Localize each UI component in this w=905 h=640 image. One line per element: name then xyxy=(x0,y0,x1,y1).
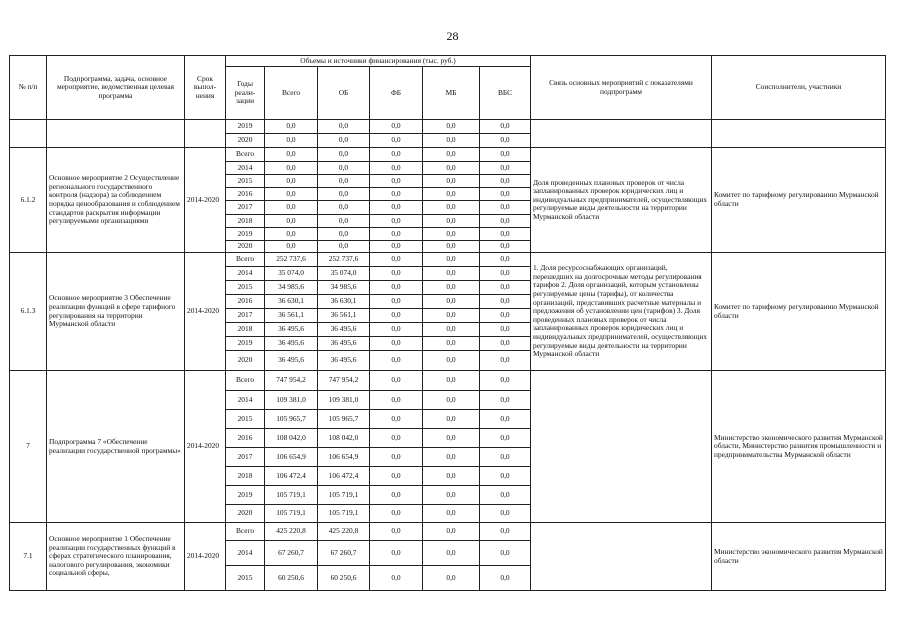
execution-period: 2014-2020 xyxy=(185,523,226,591)
vbs-cell: 0,0 xyxy=(480,188,531,201)
program-name: Основное мероприятие 3 Обеспечение реализации функций в сфере тарифного регулирования на территории Мурманской области xyxy=(47,253,185,371)
vbs-cell: 0,0 xyxy=(480,351,531,371)
coexecutors: Комитет по тарифному регулированию Мурманской области xyxy=(712,148,886,253)
ob-cell: 105 965,7 xyxy=(318,410,370,429)
vbs-cell: 0,0 xyxy=(480,134,531,148)
fb-cell: 0,0 xyxy=(370,410,423,429)
table-row xyxy=(10,120,886,134)
header-coexec: Соисполнители, участники xyxy=(712,56,886,120)
ob-cell: 0,0 xyxy=(318,215,370,228)
total-cell: 0,0 xyxy=(265,148,318,162)
num-cell xyxy=(10,120,47,148)
mb-cell: 0,0 xyxy=(423,120,480,134)
year-cell: Всего xyxy=(226,523,265,541)
year-cell: 2016 xyxy=(226,429,265,448)
mb-cell: 0,0 xyxy=(423,241,480,253)
header-link: Связь основных мероприятий с показателями подпрограмм xyxy=(531,56,712,120)
mb-cell: 0,0 xyxy=(423,410,480,429)
fb-cell: 0,0 xyxy=(370,448,423,467)
program-name: Основное мероприятие 1 Обеспечение реализации государственных функций в сферах стратегического планирования, налогового регулирования, экономики социальной сферы, xyxy=(47,523,185,591)
header-financing: Объемы и источники финансирования (тыс. руб.) xyxy=(226,56,531,67)
mb-cell: 0,0 xyxy=(423,486,480,505)
ob-cell: 67 260,7 xyxy=(318,541,370,566)
total-cell: 60 250,6 xyxy=(265,566,318,591)
year-cell: 2016 xyxy=(226,188,265,201)
fb-cell: 0,0 xyxy=(370,309,423,323)
vbs-cell: 0,0 xyxy=(480,410,531,429)
vbs-cell: 0,0 xyxy=(480,228,531,241)
vbs-cell: 0,0 xyxy=(480,281,531,295)
link-cell xyxy=(531,120,712,148)
fb-cell: 0,0 xyxy=(370,486,423,505)
total-cell: 0,0 xyxy=(265,120,318,134)
ob-cell: 0,0 xyxy=(318,188,370,201)
year-cell: 2014 xyxy=(226,267,265,281)
vbs-cell: 0,0 xyxy=(480,467,531,486)
fb-cell: 0,0 xyxy=(370,120,423,134)
mb-cell: 0,0 xyxy=(423,162,480,175)
mb-cell: 0,0 xyxy=(423,253,480,267)
mb-cell: 0,0 xyxy=(423,523,480,541)
mb-cell: 0,0 xyxy=(423,175,480,188)
execution-period: 2014-2020 xyxy=(185,148,226,253)
mb-cell: 0,0 xyxy=(423,228,480,241)
header-years: Годы реали-зации xyxy=(226,67,265,120)
year-cell: 2020 xyxy=(226,134,265,148)
year-cell: 2019 xyxy=(226,486,265,505)
vbs-cell: 0,0 xyxy=(480,371,531,391)
ob-cell: 36 561,1 xyxy=(318,309,370,323)
total-cell: 36 495,6 xyxy=(265,351,318,371)
vbs-cell: 0,0 xyxy=(480,267,531,281)
header-name: Подпрограмма, задача, основное мероприятие, ведомственная целевая программа xyxy=(47,56,185,120)
vbs-cell: 0,0 xyxy=(480,253,531,267)
fb-cell: 0,0 xyxy=(370,566,423,591)
mb-cell: 0,0 xyxy=(423,371,480,391)
year-cell: 2014 xyxy=(226,541,265,566)
vbs-cell: 0,0 xyxy=(480,523,531,541)
coexecutors: Министерство экономического развития Мурманской области, Министерство развития промышленности и предпринимательства Мурманской области xyxy=(712,371,886,523)
ob-cell: 34 985,6 xyxy=(318,281,370,295)
year-cell: 2020 xyxy=(226,351,265,371)
vbs-cell: 0,0 xyxy=(480,337,531,351)
ob-cell: 0,0 xyxy=(318,134,370,148)
year-cell: 2018 xyxy=(226,215,265,228)
fb-cell: 0,0 xyxy=(370,175,423,188)
total-cell: 109 381,0 xyxy=(265,391,318,410)
ob-cell: 108 042,0 xyxy=(318,429,370,448)
fb-cell: 0,0 xyxy=(370,162,423,175)
total-cell: 0,0 xyxy=(265,188,318,201)
ob-cell: 36 495,6 xyxy=(318,351,370,371)
indicator-link xyxy=(531,371,712,523)
vbs-cell: 0,0 xyxy=(480,323,531,337)
period-cell xyxy=(185,120,226,148)
table-row xyxy=(10,523,886,541)
ob-cell: 0,0 xyxy=(318,162,370,175)
row-number: 6.1.2 xyxy=(10,148,47,253)
total-cell: 67 260,7 xyxy=(265,541,318,566)
header-fb: ФБ xyxy=(370,67,423,120)
ob-cell: 252 737,6 xyxy=(318,253,370,267)
total-cell: 34 985,6 xyxy=(265,281,318,295)
mb-cell: 0,0 xyxy=(423,429,480,448)
vbs-cell: 0,0 xyxy=(480,505,531,523)
mb-cell: 0,0 xyxy=(423,188,480,201)
header-total: Всего xyxy=(265,67,318,120)
ob-cell: 0,0 xyxy=(318,120,370,134)
year-cell: 2014 xyxy=(226,391,265,410)
vbs-cell: 0,0 xyxy=(480,148,531,162)
year-cell: 2017 xyxy=(226,309,265,323)
year-cell: 2019 xyxy=(226,228,265,241)
fb-cell: 0,0 xyxy=(370,351,423,371)
mb-cell: 0,0 xyxy=(423,391,480,410)
ob-cell: 35 074,0 xyxy=(318,267,370,281)
mb-cell: 0,0 xyxy=(423,267,480,281)
ob-cell: 36 495,6 xyxy=(318,337,370,351)
total-cell: 425 220,8 xyxy=(265,523,318,541)
year-cell: 2017 xyxy=(226,448,265,467)
ob-cell: 105 719,1 xyxy=(318,486,370,505)
ob-cell: 0,0 xyxy=(318,241,370,253)
total-cell: 252 737,6 xyxy=(265,253,318,267)
fb-cell: 0,0 xyxy=(370,391,423,410)
total-cell: 36 561,1 xyxy=(265,309,318,323)
mb-cell: 0,0 xyxy=(423,134,480,148)
mb-cell: 0,0 xyxy=(423,448,480,467)
indicator-link xyxy=(531,523,712,591)
fb-cell: 0,0 xyxy=(370,467,423,486)
total-cell: 36 495,6 xyxy=(265,337,318,351)
fb-cell: 0,0 xyxy=(370,523,423,541)
ob-cell: 425 220,8 xyxy=(318,523,370,541)
mb-cell: 0,0 xyxy=(423,566,480,591)
year-cell: 2017 xyxy=(226,201,265,215)
fb-cell: 0,0 xyxy=(370,323,423,337)
mb-cell: 0,0 xyxy=(423,215,480,228)
fb-cell: 0,0 xyxy=(370,429,423,448)
ob-cell: 106 654,9 xyxy=(318,448,370,467)
fb-cell: 0,0 xyxy=(370,371,423,391)
year-cell: 2018 xyxy=(226,323,265,337)
mb-cell: 0,0 xyxy=(423,281,480,295)
ob-cell: 36 630,1 xyxy=(318,295,370,309)
ob-cell: 105 719,1 xyxy=(318,505,370,523)
table-row xyxy=(10,148,886,162)
fb-cell: 0,0 xyxy=(370,134,423,148)
vbs-cell: 0,0 xyxy=(480,215,531,228)
vbs-cell: 0,0 xyxy=(480,162,531,175)
vbs-cell: 0,0 xyxy=(480,120,531,134)
total-cell: 747 954,2 xyxy=(265,371,318,391)
fb-cell: 0,0 xyxy=(370,505,423,523)
total-cell: 0,0 xyxy=(265,228,318,241)
ob-cell: 0,0 xyxy=(318,175,370,188)
ob-cell: 109 381,0 xyxy=(318,391,370,410)
total-cell: 35 074,0 xyxy=(265,267,318,281)
total-cell: 108 042,0 xyxy=(265,429,318,448)
coexecutors: Комитет по тарифному регулированию Мурманской области xyxy=(712,253,886,371)
vbs-cell: 0,0 xyxy=(480,429,531,448)
total-cell: 36 630,1 xyxy=(265,295,318,309)
vbs-cell: 0,0 xyxy=(480,566,531,591)
program-name: Подпрограмма 7 «Обеспечение реализации государственной программы» xyxy=(47,371,185,523)
vbs-cell: 0,0 xyxy=(480,541,531,566)
header-mb: МБ xyxy=(423,67,480,120)
coexec-cell xyxy=(712,120,886,148)
execution-period: 2014-2020 xyxy=(185,371,226,523)
fb-cell: 0,0 xyxy=(370,253,423,267)
fb-cell: 0,0 xyxy=(370,541,423,566)
year-cell: Всего xyxy=(226,148,265,162)
coexecutors: Министерство экономического развития Мурманской области xyxy=(712,523,886,591)
mb-cell: 0,0 xyxy=(423,148,480,162)
mb-cell: 0,0 xyxy=(423,309,480,323)
year-cell: Всего xyxy=(226,371,265,391)
fb-cell: 0,0 xyxy=(370,201,423,215)
total-cell: 0,0 xyxy=(265,215,318,228)
total-cell: 0,0 xyxy=(265,162,318,175)
fb-cell: 0,0 xyxy=(370,267,423,281)
ob-cell: 0,0 xyxy=(318,228,370,241)
mb-cell: 0,0 xyxy=(423,505,480,523)
fb-cell: 0,0 xyxy=(370,228,423,241)
ob-cell: 747 954,2 xyxy=(318,371,370,391)
year-cell: 2015 xyxy=(226,566,265,591)
total-cell: 0,0 xyxy=(265,134,318,148)
table-row xyxy=(10,253,886,267)
financing-table xyxy=(9,55,886,591)
header-vbs: ВБС xyxy=(480,67,531,120)
indicator-link: Доля проведенных плановых проверок от числа запланированных проверок юридических лиц и индивидуальных предпринимателей, осуществляющих регулируемые виды деятельности на территории Мурманской области xyxy=(531,148,712,253)
fb-cell: 0,0 xyxy=(370,148,423,162)
vbs-cell: 0,0 xyxy=(480,175,531,188)
table-row xyxy=(10,371,886,391)
year-cell: 2015 xyxy=(226,281,265,295)
header-period: Срок выпол-нения xyxy=(185,56,226,120)
year-cell: 2014 xyxy=(226,162,265,175)
total-cell: 0,0 xyxy=(265,201,318,215)
vbs-cell: 0,0 xyxy=(480,241,531,253)
mb-cell: 0,0 xyxy=(423,295,480,309)
total-cell: 0,0 xyxy=(265,175,318,188)
vbs-cell: 0,0 xyxy=(480,295,531,309)
program-name: Основное мероприятие 2 Осуществление регионального государственного контроля (надзора) за соблюдением порядка ценообразования и соблюдением стандартов раскрытия информации регулируемыми организациями xyxy=(47,148,185,253)
mb-cell: 0,0 xyxy=(423,323,480,337)
name-cell xyxy=(47,120,185,148)
year-cell: 2015 xyxy=(226,410,265,429)
mb-cell: 0,0 xyxy=(423,337,480,351)
fb-cell: 0,0 xyxy=(370,281,423,295)
mb-cell: 0,0 xyxy=(423,467,480,486)
total-cell: 0,0 xyxy=(265,241,318,253)
total-cell: 106 472,4 xyxy=(265,467,318,486)
year-cell: 2019 xyxy=(226,120,265,134)
row-number: 6.1.3 xyxy=(10,253,47,371)
ob-cell: 60 250,6 xyxy=(318,566,370,591)
mb-cell: 0,0 xyxy=(423,351,480,371)
year-cell: 2016 xyxy=(226,295,265,309)
year-cell: 2015 xyxy=(226,175,265,188)
ob-cell: 0,0 xyxy=(318,148,370,162)
fb-cell: 0,0 xyxy=(370,241,423,253)
year-cell: 2020 xyxy=(226,241,265,253)
ob-cell: 36 495,6 xyxy=(318,323,370,337)
header-ob: ОБ xyxy=(318,67,370,120)
vbs-cell: 0,0 xyxy=(480,309,531,323)
fb-cell: 0,0 xyxy=(370,215,423,228)
total-cell: 105 965,7 xyxy=(265,410,318,429)
total-cell: 106 654,9 xyxy=(265,448,318,467)
indicator-link: 1. Доля ресурсоснабжающих организаций, перешедших на долгосрочные методы регулирования тарифов 2. Доля организаций, которым установлены регулируемые цены (тарифы), от количества организаций, представивших расчетные материалы и предложения об установлении цен (тарифов) 3. Доля проведенных плановых проверок от числа запланированных проверок юридических лиц и индивидуальных предпринимателей, осуществляющих регулируемые виды деятельности на территории Мурманской области xyxy=(531,253,712,371)
year-cell: 2019 xyxy=(226,337,265,351)
vbs-cell: 0,0 xyxy=(480,448,531,467)
mb-cell: 0,0 xyxy=(423,201,480,215)
row-number: 7 xyxy=(10,371,47,523)
fb-cell: 0,0 xyxy=(370,295,423,309)
year-cell: Всего xyxy=(226,253,265,267)
vbs-cell: 0,0 xyxy=(480,486,531,505)
total-cell: 105 719,1 xyxy=(265,486,318,505)
ob-cell: 0,0 xyxy=(318,201,370,215)
ob-cell: 106 472,4 xyxy=(318,467,370,486)
year-cell: 2018 xyxy=(226,467,265,486)
total-cell: 105 719,1 xyxy=(265,505,318,523)
execution-period: 2014-2020 xyxy=(185,253,226,371)
mb-cell: 0,0 xyxy=(423,541,480,566)
header-num: № п/п xyxy=(10,56,47,120)
vbs-cell: 0,0 xyxy=(480,201,531,215)
fb-cell: 0,0 xyxy=(370,337,423,351)
fb-cell: 0,0 xyxy=(370,188,423,201)
year-cell: 2020 xyxy=(226,505,265,523)
row-number: 7.1 xyxy=(10,523,47,591)
page-number: 28 xyxy=(446,29,459,43)
total-cell: 36 495,6 xyxy=(265,323,318,337)
vbs-cell: 0,0 xyxy=(480,391,531,410)
